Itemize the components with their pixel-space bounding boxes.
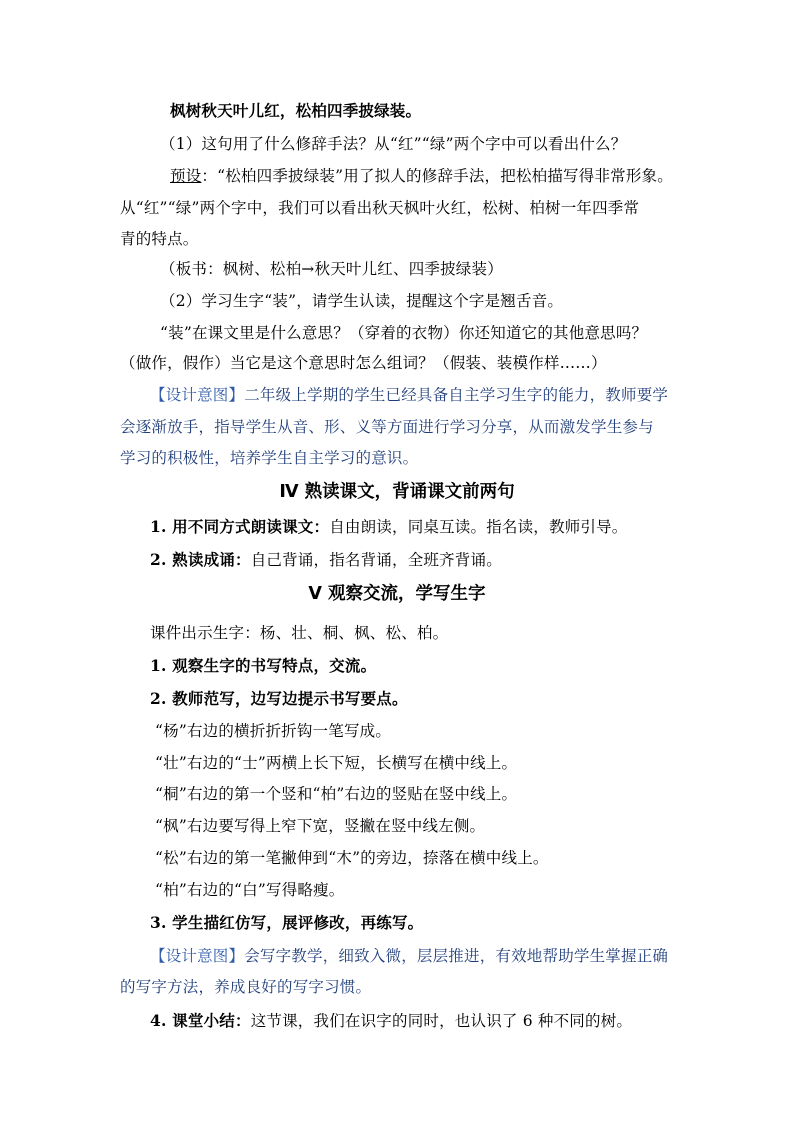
design-intent-2-line-1: 【设计意图】会写字教学，细致入微，层层推进，有效地帮助学生掌握正确 (150, 947, 669, 965)
writing-tip: “柏”右边的“白”写得略瘦。 (155, 881, 345, 899)
question-1: （1）这句用了什么修辞手法？从“红”“绿”两个字中可以看出什么？ (160, 135, 627, 153)
preset-label: 预设 (170, 167, 202, 185)
preset-text: ：“松柏四季披绿装”用了拟人的修辞手法，把松柏描写得非常形象。 (201, 167, 673, 185)
writing-tip: “壮”右边的“士”两横上长下短，长横写在横中线上。 (155, 754, 518, 772)
writing-tip: “杨”右边的横折折折钩一笔写成。 (155, 722, 392, 740)
question-2: （2）学习生字“装”，请学生认读，提醒这个字是翘舌音。 (160, 292, 564, 310)
writing-tip: “桐”右边的第一个竖和“柏”右边的竖贴在竖中线上。 (155, 785, 518, 803)
writing-tip: “松”右边的第一笔撇伸到“木”的旁边，捺落在横中线上。 (155, 849, 549, 867)
design-intent-tag: 【设计意图】 (150, 386, 245, 404)
design-intent-1-line-2: 会逐渐放手，指导学生从音、形、义等方面进行学习分享，从而激发学生参与 (120, 418, 654, 436)
section-4-heading: Ⅳ 熟读课文，背诵课文前两句 (279, 482, 515, 502)
section-4-item-2: 2. 熟读成诵：自己背诵，指名背诵，全班齐背诵。 (150, 550, 502, 569)
section-5-intro: 课件出示生字：杨、壮、桐、枫、松、柏。 (150, 624, 449, 642)
writing-tip: “枫”右边要写得上窄下宽，竖撇在竖中线左侧。 (155, 817, 486, 835)
poem-line: 枫树秋天叶儿红，松柏四季披绿装。 (170, 101, 422, 120)
question-2-line-3: （做作，假作）当它是这个意思时怎么组词？（假装、装模作样……） (120, 354, 607, 372)
design-intent-1-line-3: 学习的积极性，培养学生自主学习的意识。 (120, 449, 419, 467)
design-intent-tag: 【设计意图】 (150, 947, 245, 965)
section-5-step-3: 3. 学生描红仿写，展评修改，再练写。 (150, 913, 424, 932)
preset-line-2: 从“红”“绿”两个字中，我们可以看出秋天枫叶火红，松树、柏树一年四季常 (120, 199, 640, 217)
question-2-line-2: “装”在课文里是什么意思？（穿着的衣物）你还知道它的其他意思吗？ (160, 324, 648, 342)
preset-line-1 (170, 165, 673, 187)
section-5-step-4: 4. 课堂小结：这节课，我们在识字的同时，也认识了 6 种不同的树。 (150, 1011, 633, 1030)
design-intent-2-line-2: 的写字方法，养成良好的写字习惯。 (120, 978, 372, 996)
board-writing: （板书：枫树、松柏→秋天叶儿红、四季披绿装） (160, 260, 503, 278)
design-intent-1-line-1: 【设计意图】二年级上学期的学生已经具备自主学习生字的能力，教师要学 (150, 386, 669, 404)
section-5-step-1: 1. 观察生字的书写特点，交流。 (150, 656, 377, 675)
section-5-heading: Ⅴ 观察交流，学写生字 (308, 584, 486, 604)
section-5-step-2: 2. 教师范写，边写边提示书写要点。 (150, 689, 408, 708)
section-4-item-1: 1. 用不同方式朗读课文：自由朗读，同桌互读。指名读，教师引导。 (150, 517, 628, 536)
preset-line-3: 青的特点。 (120, 230, 199, 248)
